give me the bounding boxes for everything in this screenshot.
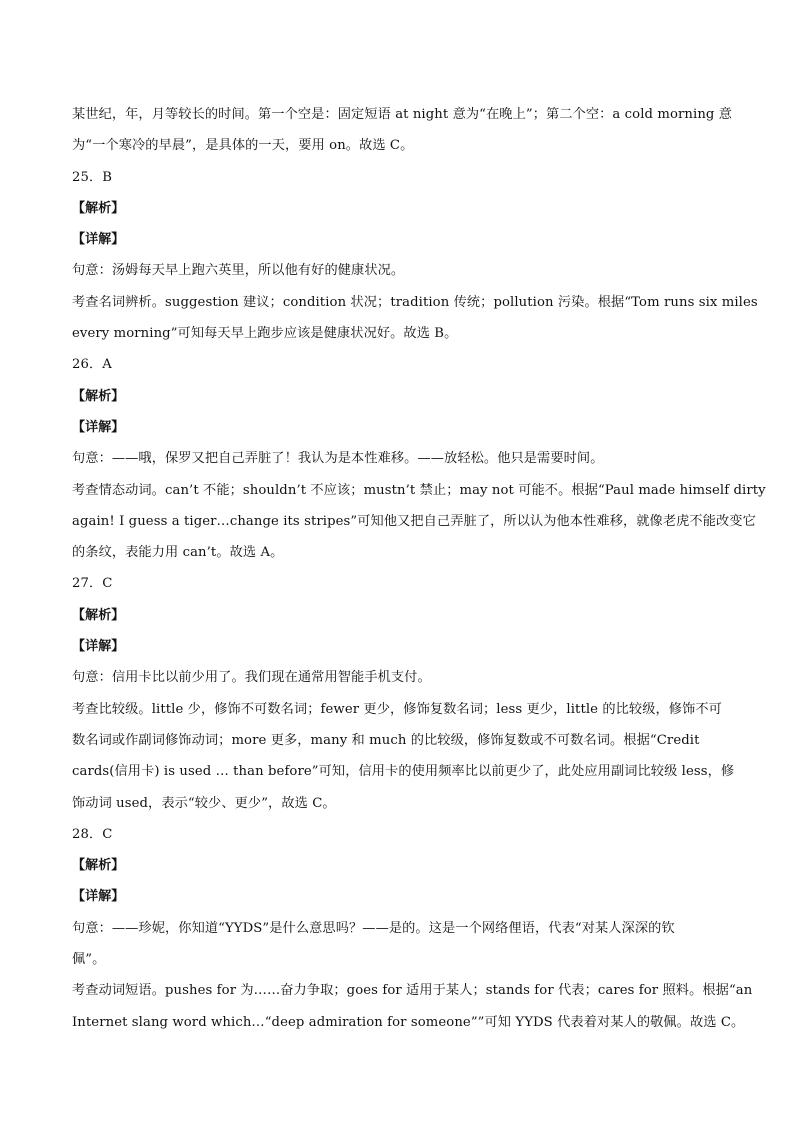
text-line: 句意：——珍妮，你知道“YYDS”是什么意思吗？——是的。这是一个网络俚语，代表“对某人深深的钦	[72, 920, 675, 936]
text-line: 考查情态动词。can’t 不能；shouldn’t 不应该；mustn’t 禁止；may not 可能不。根据“Paul made himself dirty	[72, 482, 766, 498]
section-label-detail: 【详解】	[72, 639, 125, 655]
text-line: 为“一个寒冷的早晨”，是具体的一天，要用 on。故选 C。	[72, 138, 414, 154]
section-label-detail: 【详解】	[72, 889, 125, 905]
question-number: 26．A	[72, 357, 112, 373]
section-label-analysis: 【解析】	[72, 607, 125, 623]
question-number: 28．C	[72, 826, 113, 842]
text-line: 考查名词辨析。suggestion 建议；condition 状况；tradition 传统；pollution 污染。根据“Tom runs six miles	[72, 294, 758, 310]
text-line: 句意：——哦，保罗又把自己弄脏了！我认为是本性难移。——放轻松。他只是需要时间。	[72, 451, 604, 467]
text-line: again! I guess a tiger…change its stripes”可知他又把自己弄脏了，所以认为他本性难移，就像老虎不能改变它	[72, 513, 756, 529]
text-line: 句意：汤姆每天早上跑六英里，所以他有好的健康状况。	[72, 263, 405, 279]
question-number: 25．B	[72, 169, 113, 185]
text-line: 数名词或作副词修饰动词；more 更多，many 和 much 的比较级，修饰复数或不可数名词。根据“Credit	[72, 732, 700, 748]
text-line: cards(信用卡) is used … than before”可知，信用卡的使用频率比以前更少了，此处应用副词比较级 less，修	[72, 764, 735, 780]
text-line: every morning”可知每天早上跑步应该是健康状况好。故选 B。	[72, 326, 458, 342]
text-line: 的条纹，表能力用 can’t。故选 A。	[72, 545, 284, 561]
section-label-detail: 【详解】	[72, 232, 125, 248]
section-label-analysis: 【解析】	[72, 200, 125, 216]
text-line: 某世纪，年，月等较长的时间。第一个空是：固定短语 at night 意为“在晚上”；第二个空：a cold morning 意	[72, 107, 733, 122]
text-line: 考查动词短语。pushes for 为……奋力争取；goes for 适用于某人；stands for 代表；cares for 照料。根据“an	[72, 983, 753, 999]
question-number: 27．C	[72, 576, 113, 592]
text-line: Internet slang word which…“deep admiration for someone””可知 YYDS 代表着对某人的敬佩。故选 C。	[72, 1014, 745, 1030]
text-line: 句意：信用卡比以前少用了。我们现在通常用智能手机支付。	[72, 670, 431, 686]
text-line: 考查比较级。little 少，修饰不可数名词；fewer 更少，修饰复数名词；less 更少，little 的比较级，修饰不可	[72, 701, 722, 717]
section-label-analysis: 【解析】	[72, 388, 125, 404]
document-body	[72, 99, 766, 1038]
text-line: 佩”。	[72, 952, 106, 968]
section-label-detail: 【详解】	[72, 419, 125, 435]
text-line: 饰动词 used，表示“较少、更少”，故选 C。	[72, 795, 336, 811]
section-label-analysis: 【解析】	[72, 858, 125, 874]
